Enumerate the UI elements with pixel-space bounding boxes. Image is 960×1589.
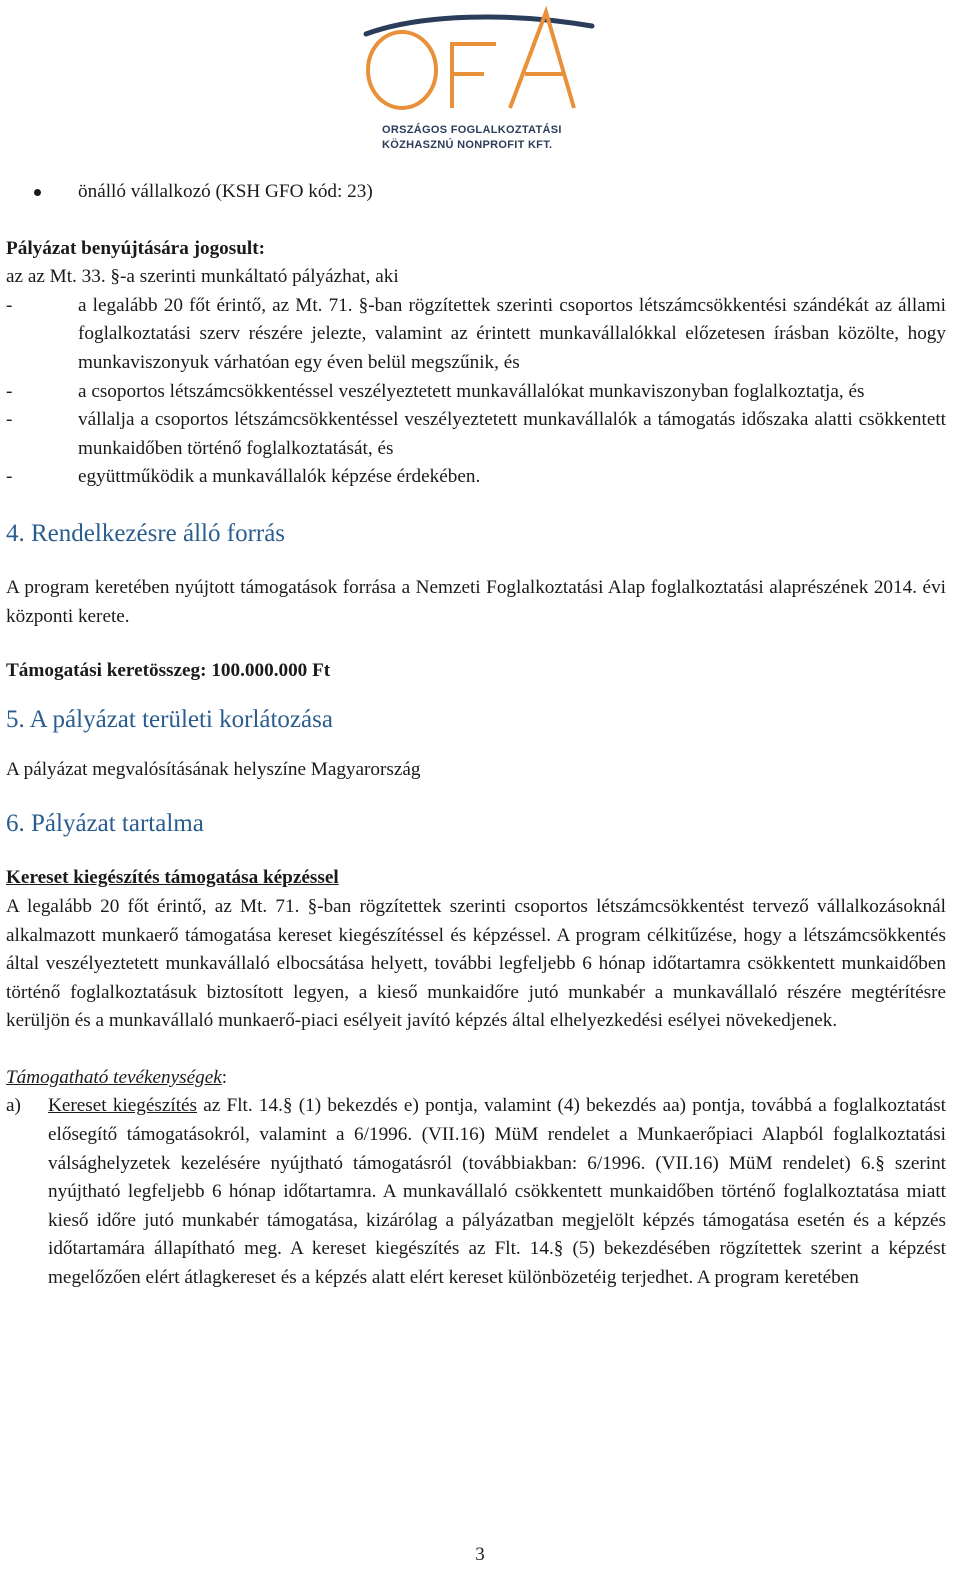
dash-marker: - bbox=[6, 380, 13, 402]
activities-label: Támogatható tevékenységek bbox=[6, 1066, 222, 1088]
eligible-item-3 bbox=[6, 406, 946, 463]
activity-item-text bbox=[48, 1092, 946, 1292]
bullet-item bbox=[6, 178, 946, 207]
section-6-heading: 6. Pályázat tartalma bbox=[6, 810, 204, 838]
eligible-item-4 bbox=[6, 463, 946, 492]
activities-heading bbox=[6, 1064, 946, 1093]
activities-colon: : bbox=[221, 1066, 228, 1088]
section-4-text: A program keretében nyújtott támogatások forrása a Nemzeti Foglalkoztatási Alap foglalkoztatási alaprészének 2014. évi központi kerete. bbox=[6, 576, 946, 627]
eligible-item-text: a legalább 20 főt érintő, az Mt. 71. §-ban rögzítettek szerinti csoportos létszámcsökkentési szándékát az állami foglalkoztatási szerv részére jelezte, valamint az érintett munkavállalókkal előzetesen írásban közölte, hogy munkaviszonyuk várhatóan egy éven belül megszűnik, és bbox=[78, 294, 946, 373]
logo-line-2: KÖZHASZNÚ NONPROFIT KFT. bbox=[382, 139, 553, 151]
bullet-icon bbox=[34, 189, 41, 196]
activity-item-underlined: Kereset kiegészítés bbox=[48, 1095, 198, 1117]
ofa-logo bbox=[360, 4, 600, 154]
ofa-logo-mark-icon bbox=[360, 4, 600, 122]
activity-item-label: a) bbox=[6, 1095, 21, 1117]
eligible-item-text: vállalja a csoportos létszámcsökkentéssel veszélyeztetett munkavállalók a támogatás időszaka alatti csökkentett munkaidőben történő foglalkoztatását, és bbox=[78, 409, 946, 459]
eligible-item-text: a csoportos létszámcsökkentéssel veszélyeztetett munkavállalókat munkaviszonyban foglalkoztatja, és bbox=[78, 380, 865, 402]
section-5-text: A pályázat megvalósításának helyszíne Magyarország bbox=[6, 758, 421, 780]
dash-marker: - bbox=[6, 294, 13, 316]
activity-item-a bbox=[6, 1092, 946, 1292]
logo-line-1: ORSZÁGOS FOGLALKOZTATÁSI bbox=[382, 124, 562, 136]
dash-marker: - bbox=[6, 466, 13, 488]
eligible-item-text: együttműködik a munkavállalók képzése érdekében. bbox=[78, 466, 481, 488]
eligible-intro: az az Mt. 33. §-a szerinti munkáltató pályázhat, aki bbox=[6, 266, 399, 288]
eligible-item-2 bbox=[6, 378, 946, 407]
section-6-text: A legalább 20 főt érintő, az Mt. 71. §-ban rögzítettek szerinti csoportos létszámcsökkentést tervező vállalkozásoknál alkalmazott munkaerő támogatása kereset kiegészítéssel és képzéssel. A program célkitűzése, hogy a létszámcsökkentés által veszélyeztetett munkavállaló elbocsátása helyett, további legfeljebb 6 hónap időtartamra csökkentett munkaidőben történő foglalkoztatásuk biztosított legyen, a kieső munkaidőre jutó munkabér a munkavállaló részére megtérítésre kerüljön és a munkavállaló munkaerő-piaci esélyeit javító képzés által elhelyezkedési esélyei növekedjenek. bbox=[6, 895, 946, 1032]
dash-marker: - bbox=[6, 409, 13, 431]
activity-item-body: az Flt. 14.§ (1) bekezdés e) pontja, valamint (4) bekezdés aa) pontja, továbbá a foglalkoztatást elősegítő támogatásokról, valamint a 6/1996. (VII.16) MüM rendelet a Munkaerőpiaci Alapból foglalkoztatási válsághelyzetek kezelésére nyújtható támogatásról (továbbiakban: 6/1996. (VII.16) MüM rendelet) 6.§ szerint nyújtható legfeljebb 6 hónap időtartamra. A munkavállaló csökkentett munkaidőben történő foglalkoztatása miatt kieső időre jutó munkabér támogatása, kizárólag a pályázatban megjelölt képzés támogatása esetén és a képzés időtartamára állapítható meg. A kereset kiegészítés az Flt. 14.§ (5) bekezdésében rögzítettek szerint a képzést megelőzően elért átlagkereset és a képzés alatt elért kereset különbözetéig terjedhet. A program keretében bbox=[48, 1095, 946, 1289]
eligible-heading: Pályázat benyújtására jogosult: bbox=[6, 237, 266, 259]
section-4-heading: 4. Rendelkezésre álló forrás bbox=[6, 519, 286, 547]
document-body bbox=[6, 172, 946, 1293]
bullet-text: önálló vállalkozó (KSH GFO kód: 23) bbox=[78, 181, 373, 202]
eligible-item-1 bbox=[6, 292, 946, 378]
section-6-subheading: Kereset kiegészítés támogatása képzéssel bbox=[6, 867, 339, 889]
budget-line: Támogatási keretösszeg: 100.000.000 Ft bbox=[6, 660, 331, 682]
section-5-heading: 5. A pályázat területi korlátozása bbox=[6, 705, 333, 733]
page-number: 3 bbox=[475, 1544, 485, 1565]
